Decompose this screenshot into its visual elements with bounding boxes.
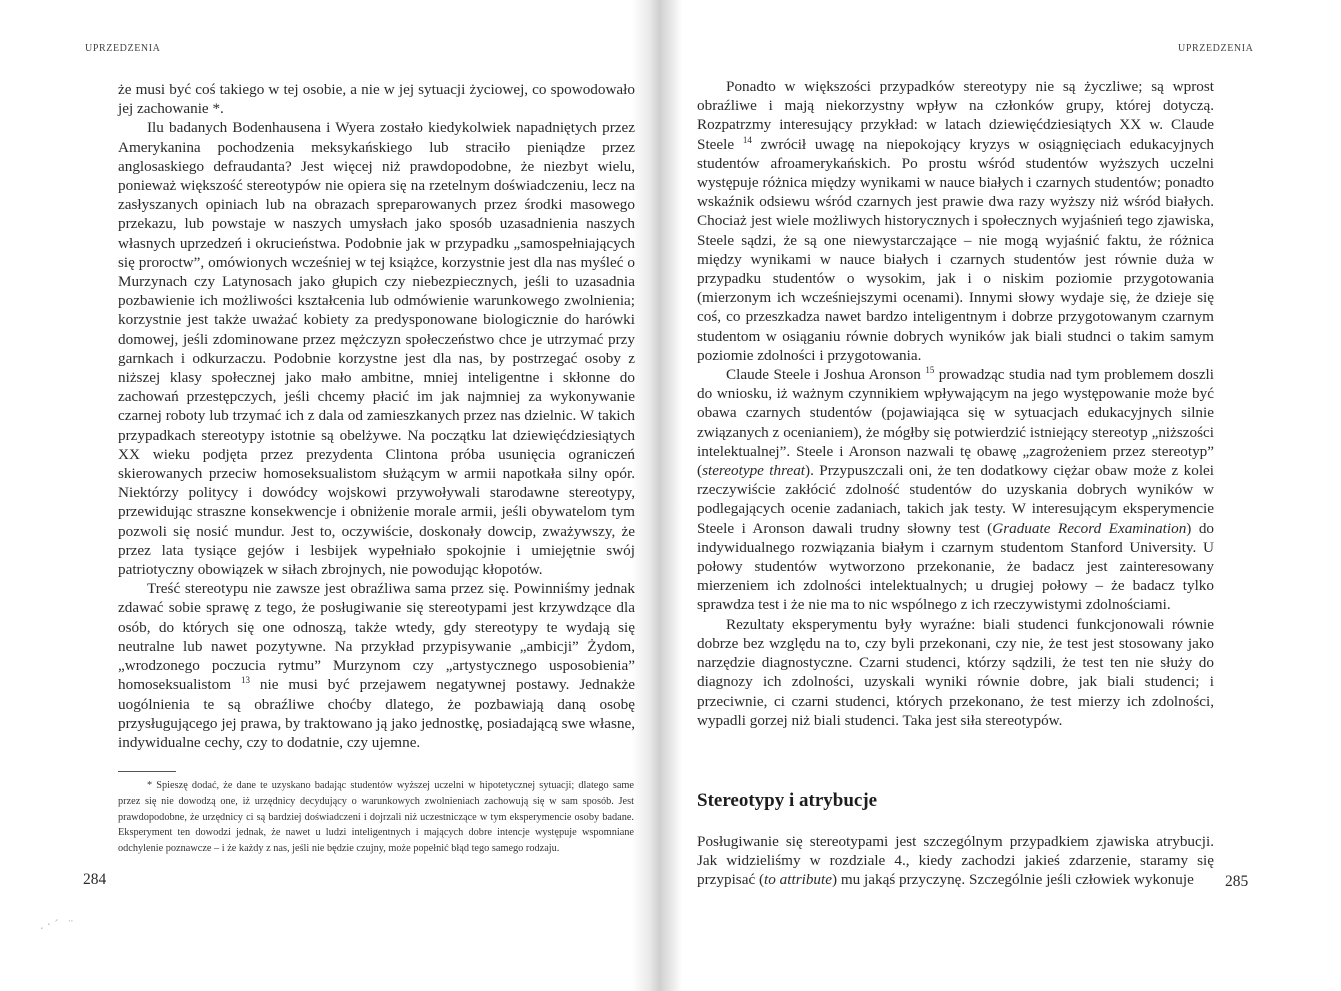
italic-term: to attribute bbox=[764, 871, 832, 889]
italic-term: Graduate Record Examination bbox=[992, 519, 1187, 537]
right-page-tail-text bbox=[697, 832, 1214, 890]
section-heading: Stereotypy i atrybucje bbox=[697, 790, 878, 811]
footnote-text: * Spieszę dodać, że dane te uzyskano badając studentów wyższej uczelni w hipotetycznej sytuacji; dlatego same przez się nie dowodzą one, iż urzędnicy decydujący o warunkowych zwolnieniach zachowują się w sam sposób. Jest prawdopodobne, że urzędnicy ci są bardziej doświadczeni i dojrzali niż uczestniczące w tym eksperymencie osoby badane. Eksperyment ten dowodzi jednak, że nawet u ludzi inteligentnych i mających dobre intencje występuje wspomniane odchylenie poznawcze – i że każdy z nas, jeśli nie będzie czujny, może popełnić błąd tego samego rodzaju. bbox=[118, 780, 634, 855]
paragraph: Ilu badanych Bodenhausena i Wyera zostało kiedykolwiek napadniętych przez Amerykanina pochodzenia meksykańskiego lub straciło pieniądze przez anglosaskiego defraudanta? Jest więcej niż prawdopodobne, że niezbyt wielu, ponieważ większość stereotypów nie opiera się na rzetelnym doświadczeniu, lecz na zasłyszanych opiniach lub na obrazach spreparowanych przez środki masowego przekazu, lub powstaje w naszych umysłach jako sposób uzasadnienia naszych własnych uprzedzeń i okrucieństwa. Podobnie jak w przypadku „samospełniających się proroctw”, omówionych wcześniej w tej książce, korzystnie jest dla nas myśleć o Murzynach czy Latynosach jako głupich czy niebezpiecznych, jeśli to uzasadnia pozbawienie ich możliwości kształcenia lub odmówienie warunkowego zwolnienia; korzystnie jest także uważać kobiety za predysponowane biologicznie do harówki domowej, jeśli zdominowane przez mężczyzn społeczeństwo chce je utrzymać przy garnkach i odkurzaczu. Podobnie korzystne jest dla nas, by postrzegać osoby z niższej klasy społecznej jako mało ambitne, mniej inteligentne i skłonne do zachowań przestępczych, jeśli chcemy płacić im jak najmniej za wykonywanie czarnej roboty lub trzymać ich z dala od zamieszkanych przez nas dzielnic. W takich przypadkach stereotypy istotnie są obelżywe. Na początku lat dziewięćdziesiątych XX wieku podjęta przez prezydenta Clintona próba usunięcia ograniczeń skierowanych przeciw homoseksualistom służącym w armii napotkała silny opór. Niektórzy politycy i dowódcy wojskowi przywoływali starodawne stereotypy, przewidując straszne konsekwencje i obniżenie morale armii, jeśli obywatelom tym pozwoli się nosić mundur. Jest to, oczywiście, doskonały dowcip, zważywszy, że przez lata tysiące gejów i lesbijek wypełniało spokojnie i umiejętnie swój patriotyczny obowiązek w siłach zbrojnych, nie powodując kłopotów. bbox=[118, 119, 635, 579]
paragraph bbox=[697, 77, 1214, 365]
italic-term: stereotype threat bbox=[702, 462, 806, 480]
paragraph-text: zwrócił uwagę na niepokojący kryzys w osiągnięciach edukacyjnych studentów afroamerykańskich. Po prostu wśród studentów wyższych uczelni występuje różnica między wynikami w nauce białych i czarnych studentów; ponadto wskaźnik odsiewu wśród czarnych jest prawie dwa razy wyższy niż wśród białych. Chociaż jest wiele możliwych historycznych i społecznych wyjaśnień tego zjawiska, Steele sądzi, że są one niewystarczające – nie mogą wyjaśnić faktu, że różnica między wynikami w nauce białych i czarnych studentów jest równie duża w przypadku studentów o wysokim, jak i o niskim poziomie przygotowania (mierzonym ich wcześniejszymi ocenami). Innymi słowy wydaje się, że dzieje się coś, co przeszkadza nawet bardzo inteligentnym i dobrze przygotowanym czarnym studentom w osiąganiu równie dobrych wyników jak biali studnci o takim samym poziomie zdolności i przygotowania. bbox=[697, 135, 1215, 364]
paragraph-text: nie musi być przejawem negatywnej postawy. Jednakże uogólnienia te są obraźliwe choćby dlatego, że pozbawiają daną osobę przysługującego jej prawa, by traktowano ją jako jednostkę, posiadającą swe własne, indywidualne cechy, czy to dodatnie, czy ujemne. bbox=[118, 676, 636, 751]
paragraph bbox=[697, 832, 1214, 890]
left-page-text bbox=[118, 80, 635, 752]
paragraph bbox=[118, 579, 635, 752]
page-number-left: 284 bbox=[83, 871, 107, 888]
book-gutter bbox=[632, 0, 682, 991]
scan-smudge: .·´ ¨ bbox=[40, 918, 76, 933]
running-head-left: UPRZEDZENIA bbox=[85, 43, 161, 54]
right-page-text bbox=[697, 77, 1214, 730]
paragraph-text: Posługiwanie się stereotypami jest szczególnym przypadkiem zjawiska atrybucji. Jak widzieliśmy w rozdziale 4., kiedy zachodzi jakieś zdarzenie, staramy się przypisać ( bbox=[697, 833, 1214, 889]
paragraph: Rezultaty eksperymentu były wyraźne: biali studenci funkcjonowali równie dobrze bez względu na to, czy byli przekonani, czy nie, że test jest stosowany jako narzędzie diagnostyczne. Czarni studenci, którzy sądzili, że test ten nie służy do diagnozy ich zdolności, uzyskali wyniki równie dobre, jak biali studenci; i przeciwnie, ci czarni studenci, których przekonano, że test mierzy ich zdolności, wypadli gorzej niż biali studenci. Taka jest siła stereotypów. bbox=[697, 615, 1214, 729]
page-number-right: 285 bbox=[1225, 873, 1249, 890]
paragraph-text: ). Przypuszczali oni, że ten dodatkowy ciężar obaw może z kolei rzeczywiście zakłócić zdolność studentów do uzyskania dobrych wyników w podlegających ocenie zadaniach, takich jak testy. W interesującym eksperymencie Steele i Aronson dawali trudny słowny test ( bbox=[697, 462, 1214, 537]
paragraph-text: ) do indywidualnego rozwiązania białym i czarnym studentom Stanford University. U połowy studentów wytworzono przekonanie, że badacz jest zainteresowany mierzeniem ich zdolności intelektualnych; u drugiej połowy – że badacz tylko sprawdza test i że nie ma to nic wspólnego z ich rzeczywistymi zdolnościami. bbox=[697, 519, 1215, 614]
paragraph-text: ) mu jakąś przyczynę. Szczególnie jeśli człowiek wykonuje bbox=[831, 871, 1194, 889]
paragraph-text: Treść stereotypu nie zawsze jest obraźliwa sama przez się. Powinniśmy jednak zdawać sobie sprawę z tego, że posługiwanie się stereotypami jest krzywdzące dla osób, do których się one odnoszą, także wtedy, gdy stereotypy te wydają się neutralne lub nawet pozytywne. Na przykład przypisywanie „ambicji” Żydom, „wrodzonego poczucia rytmu” Murzynom czy „artystycznego usposobienia” homoseksualistom bbox=[118, 580, 635, 694]
note-reference: 14 bbox=[742, 134, 752, 145]
running-head-right: UPRZEDZENIA bbox=[1178, 43, 1254, 54]
paragraph: że musi być coś takiego w tej osobie, a nie w jej sytuacji życiowej, co spowodowało jej zachowanie *. bbox=[118, 81, 635, 118]
footnote bbox=[118, 778, 634, 857]
paragraph-text: Ponadto w większości przypadków stereotypy nie są życzliwe; są wprost obraźliwe i mają niekorzystny wpływ na członków grupy, której dotyczą. Rozpatrzmy interesujący przykład: w latach dziewięćdziesiątych XX w. Claude Steele bbox=[697, 78, 1214, 153]
paragraph-text: prowadząc studia nad tym problemem doszli do wniosku, iż ważnym czynnikiem wpływającym na jego występowanie może być obawa czarnych studentów (pojawiająca się w sytuacjach edukacyjnych silnie związanych z ocenianiem), że mógłby się potwierdzić istniejący stereotyp „niższości intelektualnej”. Steele i Aronson nazwali tę obawę „zagrożeniem przez stereotyp” ( bbox=[697, 366, 1214, 480]
paragraph bbox=[697, 365, 1214, 615]
paragraph-text: Claude Steele i Joshua Aronson bbox=[726, 366, 921, 384]
footnote-rule bbox=[118, 771, 176, 772]
note-reference: 13 bbox=[240, 675, 250, 686]
note-reference: 15 bbox=[925, 364, 935, 375]
